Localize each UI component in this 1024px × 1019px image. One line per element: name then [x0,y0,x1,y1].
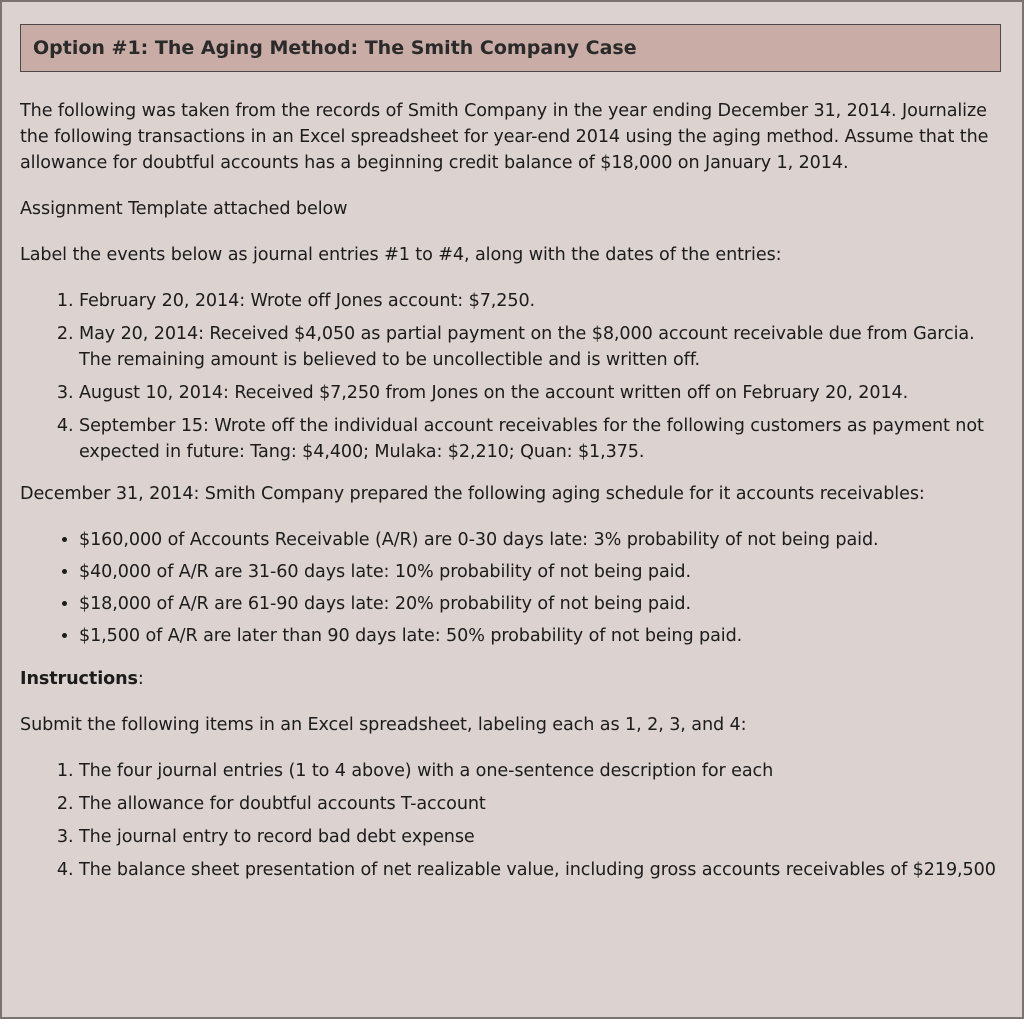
aging-item: • $1,500 of A/R are later than 90 days late: 50% probability of not being paid. [79,623,1010,649]
template-note: Assignment Template attached below [20,199,348,219]
aging-list [20,527,1010,649]
intro-paragraph: The following was taken from the records of Smith Company in the year ending December 31, 2014. Journalize the following transactions in an Excel spreadsheet for year-end 2014 using the aging method. Assume that the allowance for doubtful accounts has a beginning credit balance of $18,000 on January 1, 2014. [20,101,989,173]
aging-item: • $160,000 of Accounts Receivable (A/R) are 0-30 days late: 3% probability of not being paid. [79,527,1010,553]
deliverable-item: 2. The allowance for doubtful accounts T-account [79,791,1010,817]
december-note: December 31, 2014: Smith Company prepared the following aging schedule for it accounts receivables: [20,484,925,504]
assignment-content [20,98,1010,890]
deliverable-item: 1. The four journal entries (1 to 4 above) with a one-sentence description for each [79,758,1010,784]
page-title: Option #1: The Aging Method: The Smith Company Case [33,37,637,59]
instructions-heading-line [20,666,1010,692]
events-list [20,288,1010,465]
deliverable-item: 4. The balance sheet presentation of net realizable value, including gross accounts receivables of $219,500 [79,857,1010,883]
event-item: 2. May 20, 2014: Received $4,050 as partial payment on the $8,000 account receivable due from Garcia. The remaining amount is believed to be uncollectible and is written off. [79,321,1010,373]
label-instruction: Label the events below as journal entries #1 to #4, along with the dates of the entries: [20,245,782,265]
event-item: 3. August 10, 2014: Received $7,250 from Jones on the account written off on February 20, 2014. [79,380,1010,406]
aging-item: • $18,000 of A/R are 61-90 days late: 20% probability of not being paid. [79,591,1010,617]
instructions-heading: Instructions [20,669,138,689]
event-item: 4. September 15: Wrote off the individual account receivables for the following customers as payment not expected in future: Tang: $4,400; Mulaka: $2,210; Quan: $1,375. [79,413,1010,465]
submit-note: Submit the following items in an Excel spreadsheet, labeling each as 1, 2, 3, and 4: [20,715,747,735]
deliverable-item: 3. The journal entry to record bad debt expense [79,824,1010,850]
deliverables-list [20,758,1010,883]
event-item: 1. February 20, 2014: Wrote off Jones account: $7,250. [79,288,1010,314]
instructions-colon: : [137,669,144,689]
title-box [20,24,1001,72]
aging-item: • $40,000 of A/R are 31-60 days late: 10% probability of not being paid. [79,559,1010,585]
